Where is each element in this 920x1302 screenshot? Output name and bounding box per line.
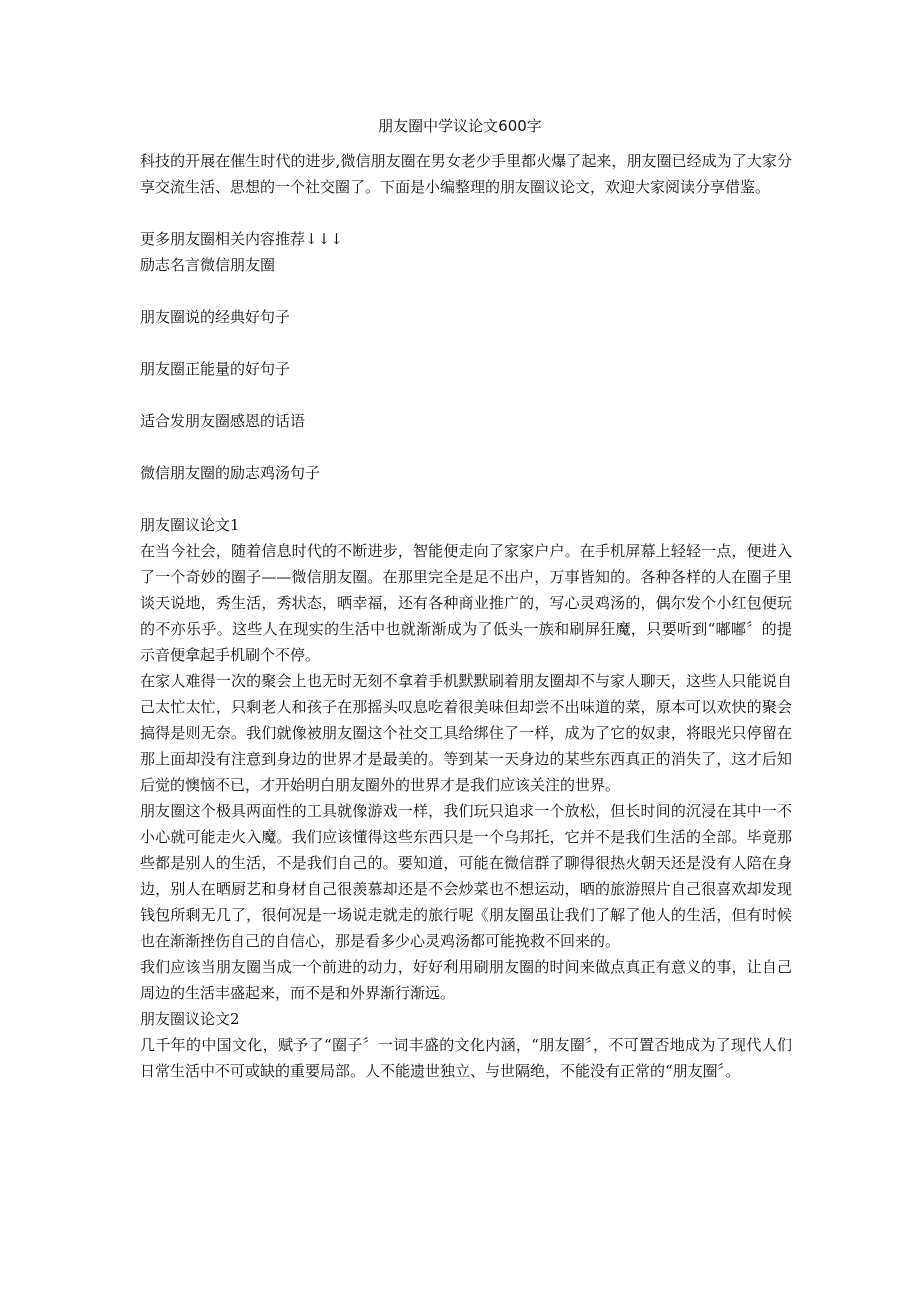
spacer [140,382,792,408]
intro-paragraph: 科技的开展在催生时代的进步,微信朋友圈在男女老少手里都火爆了起来，朋友圈已经成为了大家分享交流生活、思想的一个社交圈了。下面是小编整理的朋友圈议论文，欢迎大家阅读分享借鉴。 [140,152,792,196]
essay-1-paragraph: 朋友圈这个极具两面性的工具就像游戏一样，我们玩只追求一个放松，但长时间的沉浸在其中一不小心就可能走火入魔。我们应该懂得这些东西只是一个乌邦托，它并不是我们生活的全部。毕竟那些都是别人的生活，不是我们自己的。要知道，可能在微信群了聊得很热火朝天还是没有人陪在身边，别人在晒厨艺和身材自己很羡慕却还是不会炒菜也不想运动，晒的旅游照片自己很喜欢却发现钱包所剩无几了，很何况是一场说走就走的旅行呢《朋友圈虽让我们了解了他人的生活，但有时候也在渐渐挫伤自己的自信心，那是看多少心灵鸡汤都可能挽救不回来的。 [140,802,792,950]
essay-1-paragraph: 在家人难得一次的聚会上也无时无刻不拿着手机默默刷着朋友圈却不与家人聊天，这些人只能说自己太忙太忙，只剩老人和孩子在那摇头叹息吃着很美味但却尝不出味道的菜，原本可以欢快的聚会搞得是则无奈。我们就像被朋友圈这个社交工具给绑住了一样，成为了它的奴隶，将眼光只停留在那上面却没有注意到身边的世界才是最美的。等到某一天身边的某些东西真正的消失了，这才后知后觉的懊恼不已，才开始明白朋友圈外的世界才是我们应该关注的世界。 [140,672,792,794]
document-body [140,148,792,1084]
spacer [140,330,792,356]
spacer [140,278,792,304]
related-link[interactable]: 微信朋友圈的励志鸡汤句子 [140,464,321,482]
related-link[interactable]: 朋友圈正能量的好句子 [140,360,291,378]
essay-2-paragraph: 几千年的中国文化，赋予了“圈子〞一词丰盛的文化内涵，“朋友圈〞，不可置否地成为了现代人们日常生活中不可或缺的重要局部。人不能遗世独立、与世隔绝，不能没有正常的“朋友圈〞。 [140,1036,792,1080]
essay-2-heading: 朋友圈议论文2 [140,1010,240,1028]
related-link[interactable]: 朋友圈说的经典好句子 [140,308,291,326]
related-link[interactable]: 励志名言微信朋友圈 [140,256,276,274]
document-title: 朋友圈中学议论文600字 [378,117,542,135]
related-link[interactable]: 适合发朋友圈感恩的话语 [140,412,306,430]
spacer [140,200,792,226]
more-recommendations-label: 更多朋友圈相关内容推荐↓↓↓ [140,230,343,248]
essay-1-heading: 朋友圈议论文1 [140,516,240,534]
essay-1-paragraph: 我们应该当朋友圈当成一个前进的动力，好好利用刷朋友圈的时间来做点真正有意义的事，让自己周边的生活丰盛起来，而不是和外界渐行渐远。 [140,958,792,1002]
spacer [140,486,792,512]
essay-1-paragraph: 在当今社会，随着信息时代的不断进步，智能便走向了家家户户。在手机屏幕上轻轻一点，便进入了一个奇妙的圈子——微信朋友圈。在那里完全是足不出户，万事皆知的。各种各样的人在圈子里谈天说地，秀生活，秀状态，晒幸福，还有各种商业推广的，写心灵鸡汤的，偶尔发个小红包便玩的不亦乐乎。这些人在现实的生活中也就渐渐成为了低头一族和刷屏狂魔，只要听到“嘟嘟〞的提示音便拿起手机刷个不停。 [140,542,792,664]
spacer [140,434,792,460]
